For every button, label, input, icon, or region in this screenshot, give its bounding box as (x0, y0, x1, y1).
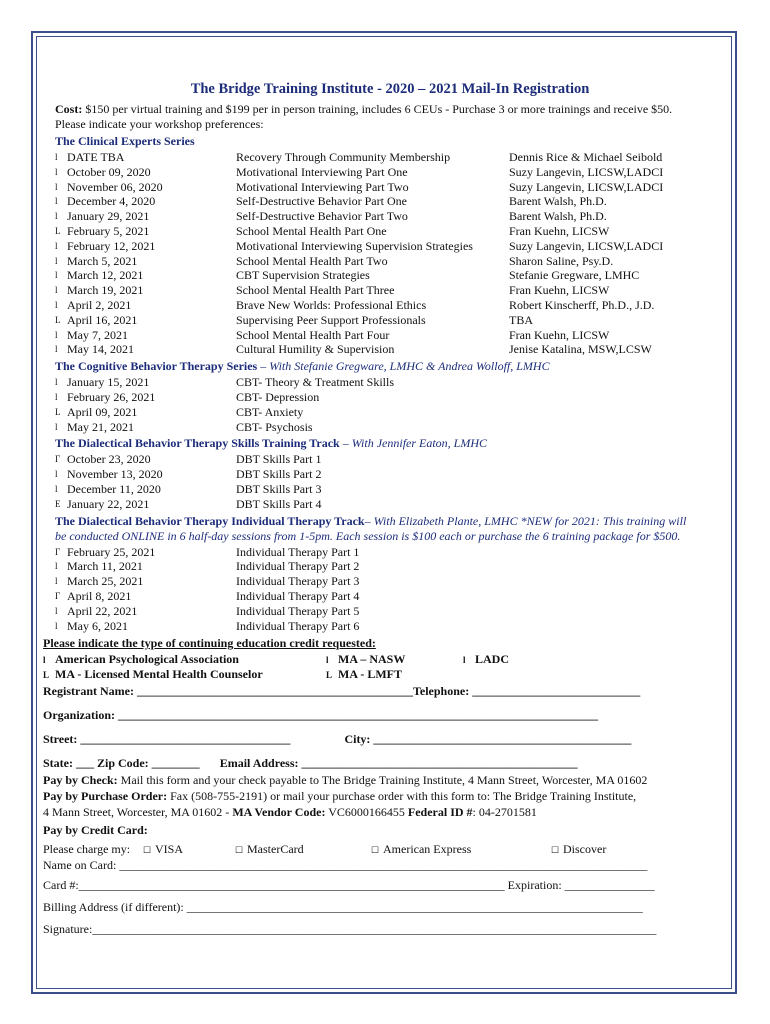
workshop-row (55, 497, 697, 512)
organization-field[interactable]: Organization: ________________________________________________________________________________ (43, 708, 598, 723)
workshop-topic: Recovery Through Community Membership (236, 150, 451, 164)
checkbox-icon[interactable]: l (55, 166, 58, 177)
credit-lmft-label: MA - LMFT (338, 667, 402, 682)
street-city-line (43, 732, 697, 754)
cbt-heading (55, 359, 697, 374)
checkbox-icon[interactable]: ☐ (551, 845, 560, 856)
workshop-row (55, 589, 697, 604)
workshop-topic: School Mental Health Part Four (236, 327, 390, 342)
checkbox-icon[interactable]: l (55, 329, 58, 340)
registration-form (43, 80, 697, 944)
checkbox-icon[interactable]: ☐ (371, 845, 380, 856)
checkbox-icon[interactable]: l (55, 270, 58, 281)
credit-nasw-label: MA – NASW (338, 652, 406, 667)
workshop-presenter: Suzy Langevin, LICSW,LADCI (509, 238, 664, 253)
workshop-presenter: Fran Kuehn, LICSW (509, 223, 610, 238)
credit-apa-label: American Psychological Association (55, 652, 239, 667)
workshop-presenter: Sharon Saline, Psy.D. (509, 253, 614, 268)
workshop-topic: Individual Therapy Part 3 (236, 574, 360, 589)
vendor-code: VC6000166455 (325, 805, 408, 820)
cost-label: Cost: (55, 102, 83, 116)
workshop-presenter: Barent Walsh, Ph.D. (509, 194, 607, 209)
state-zip-email-line (43, 756, 697, 772)
workshop-row (55, 342, 697, 357)
check-text: Mail this form and your check payable to The Bridge Training Institute, 4 Mann Street, Worcester, MA 01602 (117, 773, 648, 788)
credit-lmft-option[interactable] (326, 667, 463, 682)
credit-apa-option[interactable] (43, 652, 326, 667)
visa-label: VISA (155, 842, 184, 857)
workshop-topic: Individual Therapy Part 1 (236, 544, 360, 559)
workshop-topic: CBT Supervision Strategies (236, 268, 370, 283)
checkbox-icon[interactable]: l (55, 483, 58, 494)
workshop-date: April 09, 2021 (67, 404, 138, 419)
workshop-row (55, 194, 697, 209)
workshop-presenter: Suzy Langevin, LICSW,LADCI (509, 164, 664, 179)
workshop-row (55, 420, 697, 435)
checkbox-icon[interactable]: L (55, 314, 61, 325)
workshop-topic: Motivational Interviewing Supervision Strategies (236, 238, 473, 253)
workshop-presenter: Suzy Langevin, LICSW,LADCI (509, 179, 664, 194)
workshop-row (55, 482, 697, 497)
checkbox-icon[interactable]: L (43, 670, 50, 681)
checkbox-icon[interactable]: l (55, 576, 58, 587)
workshop-topic: DBT Skills Part 3 (236, 481, 322, 496)
workshop-date: April 8, 2021 (67, 588, 132, 603)
workshop-row (55, 452, 697, 467)
workshop-date: March 11, 2021 (67, 559, 143, 574)
workshop-date: February 26, 2021 (67, 389, 156, 404)
checkbox-icon[interactable]: Γ (55, 590, 61, 601)
vendor-label: MA Vendor Code: (232, 805, 326, 820)
workshop-date: March 25, 2021 (67, 574, 144, 589)
mastercard-label: MasterCard (247, 842, 304, 857)
credit-heading: Please indicate the type of continuing education credit requested: (43, 636, 376, 651)
zip-field[interactable]: Zip Code: ________ (97, 756, 200, 771)
checkbox-icon[interactable]: l (55, 240, 58, 251)
registrant-field[interactable]: Registrant Name: ______________________________________________ (43, 684, 413, 699)
checkbox-icon[interactable]: l (55, 561, 58, 572)
check-label: Pay by Check: (43, 773, 118, 788)
workshop-row (55, 150, 697, 165)
clinical-list (43, 150, 697, 357)
state-field[interactable]: State: ___ (43, 756, 94, 771)
pay-by-check (43, 772, 697, 788)
workshop-row (55, 604, 697, 619)
dbt-skills-instructors: – With Jennifer Eaton, LMHC (339, 436, 488, 451)
workshop-topic: Cultural Humility & Supervision (236, 342, 395, 357)
pay-po-address (43, 804, 697, 820)
checkbox-icon[interactable]: l (55, 391, 58, 402)
charge-label: Please charge my: (43, 842, 131, 857)
fed-id-label: Federal ID # (407, 805, 473, 820)
po-label: Pay by Purchase Order: (43, 789, 168, 804)
pay-by-po (43, 788, 697, 804)
amex-option[interactable] (371, 842, 551, 858)
workshop-date: October 23, 2020 (67, 452, 151, 467)
workshop-row (55, 165, 697, 180)
workshop-topic: CBT- Psychosis (236, 419, 313, 434)
workshop-topic: Motivational Interviewing Part One (236, 164, 408, 179)
checkbox-icon[interactable]: E (55, 498, 61, 509)
credit-nasw-option[interactable] (326, 652, 463, 667)
checkbox-icon[interactable]: l (43, 655, 46, 666)
dbt-skills-heading (55, 436, 697, 451)
workshop-row (55, 619, 697, 634)
workshop-date: May 14, 2021 (67, 342, 134, 357)
workshop-date: April 22, 2021 (67, 603, 138, 618)
card-number-field[interactable]: Card #:_______________________________________________________________________ Expiration: _______________ (43, 878, 655, 893)
workshop-date: January 15, 2021 (67, 375, 150, 390)
workshop-date: April 16, 2021 (67, 312, 138, 327)
billing-address-field[interactable]: Billing Address (if different): ____________________________________________________________________________ (43, 900, 643, 915)
workshop-date: May 7, 2021 (67, 327, 128, 342)
checkbox-icon[interactable]: Γ (55, 546, 61, 557)
checkbox-icon[interactable]: l (55, 620, 58, 631)
workshop-date: November 06, 2020 (67, 179, 163, 194)
workshop-row (55, 545, 697, 560)
workshop-row (55, 254, 697, 269)
pay-by-card (43, 822, 697, 838)
workshop-topic: Individual Therapy Part 6 (236, 618, 360, 633)
workshop-presenter: Stefanie Gregware, LMHC (509, 268, 640, 283)
workshop-date: January 22, 2021 (67, 496, 150, 511)
street-field[interactable]: Street: ___________________________________ (43, 732, 291, 747)
workshop-topic: School Mental Health Part Three (236, 283, 395, 298)
email-field[interactable]: Email Address: ______________________________________________ (219, 756, 578, 771)
credit-ladc-option[interactable] (463, 652, 509, 667)
checkbox-icon[interactable]: l (55, 421, 58, 432)
dbt-skills-title: The Dialectical Behavior Therapy Skills Training Track (55, 436, 340, 451)
dbt-individual-instructors: – With Elizabeth Plante, LMHC *NEW for 2021: This training will be conducted ONLINE in 6 half-day sessions from 1-5pm. Each session is $100 each or purchase the 6 training package for $500. (55, 513, 687, 543)
credit-ladc-label: LADC (475, 652, 510, 667)
telephone-field[interactable]: Telephone: ____________________________ (412, 684, 641, 699)
workshop-presenter: Barent Walsh, Ph.D. (509, 209, 607, 224)
checkbox-icon[interactable]: L (55, 225, 61, 236)
workshop-row (55, 313, 697, 328)
checkbox-icon[interactable]: ☐ (235, 845, 244, 856)
workshop-date: March 5, 2021 (67, 253, 138, 268)
mastercard-option[interactable] (235, 842, 371, 858)
credit-row-2 (43, 667, 697, 682)
workshop-topic: School Mental Health Part One (236, 223, 387, 238)
discover-option[interactable] (551, 842, 606, 858)
workshop-topic: Brave New Worlds: Professional Ethics (236, 297, 427, 312)
workshop-date: February 25, 2021 (67, 544, 156, 559)
workshop-row (55, 283, 697, 298)
checkbox-icon[interactable]: l (326, 655, 329, 666)
workshop-presenter: Jenise Katalina, MSW,LCSW (509, 342, 652, 357)
workshop-topic: DBT Skills Part 4 (236, 496, 322, 511)
workshop-row (55, 559, 697, 574)
cost-paragraph (55, 102, 697, 131)
workshop-row (55, 574, 697, 589)
workshop-row (55, 328, 697, 343)
credit-lmhc-option[interactable] (43, 667, 326, 682)
registrant-line (43, 684, 697, 706)
workshop-topic: Supervising Peer Support Professionals (236, 312, 426, 327)
dbt-individual-title: The Dialectical Behavior Therapy Individual Therapy Track (55, 513, 365, 528)
checkbox-icon[interactable]: l (55, 211, 58, 222)
workshop-row (55, 467, 697, 482)
workshop-date: DATE TBA (67, 150, 125, 164)
cc-label: Pay by Credit Card: (43, 823, 148, 838)
workshop-date: January 29, 2021 (67, 209, 150, 224)
workshop-row (55, 268, 697, 283)
form-title: The Bridge Training Institute - 2020 – 2021 Mail-In Registration (190, 81, 590, 97)
clinical-heading: The Clinical Experts Series (55, 134, 195, 148)
checkbox-icon[interactable]: ☐ (143, 845, 152, 856)
dbt-individual-heading (55, 514, 697, 544)
name-on-card-field[interactable]: Name on Card: ________________________________________________________________________________________ (43, 858, 648, 873)
po-address: 4 Mann Street, Worcester, MA 01602 - (43, 805, 233, 820)
card-type-row (43, 842, 697, 858)
checkbox-icon[interactable]: l (55, 377, 58, 388)
workshop-presenter: Fran Kuehn, LICSW (509, 283, 610, 298)
workshop-date: December 11, 2020 (67, 481, 161, 496)
workshop-row (55, 209, 697, 224)
workshop-presenter: Dennis Rice & Michael Seibold (509, 150, 663, 164)
checkbox-icon[interactable]: l (55, 255, 58, 266)
workshop-topic: CBT- Depression (236, 389, 320, 404)
workshop-row (55, 405, 697, 420)
workshop-topic: Individual Therapy Part 4 (236, 588, 360, 603)
workshop-topic: Motivational Interviewing Part Two (236, 179, 409, 194)
checkbox-icon[interactable]: l (55, 469, 58, 480)
fed-id: : 04-2701581 (472, 805, 537, 820)
workshop-date: March 12, 2021 (67, 268, 144, 283)
workshop-date: November 13, 2020 (67, 467, 163, 482)
workshop-topic: Self-Destructive Behavior Part Two (236, 209, 408, 224)
workshop-topic: DBT Skills Part 2 (236, 467, 322, 482)
cbt-instructors: – With Stefanie Gregware, LMHC & Andrea Wolloff, LMHC (257, 359, 550, 374)
workshop-presenter: Robert Kinscherff, Ph.D., J.D. (509, 297, 655, 312)
visa-option[interactable] (143, 842, 235, 858)
workshop-row (55, 224, 697, 239)
workshop-topic: School Mental Health Part Two (236, 253, 388, 268)
credit-lmhc-label: MA - Licensed Mental Health Counselor (55, 667, 263, 682)
workshop-presenter: TBA (509, 312, 533, 327)
workshop-row (55, 390, 697, 405)
workshop-topic: Self-Destructive Behavior Part One (236, 194, 407, 209)
workshop-topic: Individual Therapy Part 2 (236, 559, 360, 574)
workshop-date: March 19, 2021 (67, 283, 144, 298)
workshop-date: May 6, 2021 (67, 618, 128, 633)
workshop-date: April 2, 2021 (67, 297, 132, 312)
workshop-topic: DBT Skills Part 1 (236, 452, 322, 467)
workshop-row (55, 239, 697, 254)
workshop-date: December 4, 2020 (67, 194, 156, 209)
workshop-topic: Individual Therapy Part 5 (236, 603, 360, 618)
workshop-row (55, 180, 697, 195)
credit-row-1 (43, 652, 697, 667)
city-field[interactable]: City: ___________________________________________ (344, 732, 632, 747)
checkbox-icon[interactable]: L (326, 670, 333, 681)
dbt-individual-list (43, 545, 697, 634)
cbt-title: The Cognitive Behavior Therapy Series (55, 359, 258, 374)
workshop-presenter: Fran Kuehn, LICSW (509, 327, 610, 342)
checkbox-icon[interactable]: l (463, 655, 466, 666)
checkbox-icon[interactable]: l (55, 299, 58, 310)
cbt-list (43, 375, 697, 434)
checkbox-icon[interactable]: l (55, 285, 58, 296)
workshop-topic: CBT- Theory & Treatment Skills (236, 375, 395, 390)
po-text: Fax (508-755-2191) or mail your purchase order with this form to: The Bridge Training Institute, (167, 789, 637, 804)
workshop-topic: CBT- Anxiety (236, 404, 304, 419)
checkbox-icon[interactable]: l (55, 181, 58, 192)
workshop-date: May 21, 2021 (67, 419, 134, 434)
amex-label: American Express (383, 842, 472, 857)
checkbox-icon[interactable]: L (55, 406, 61, 417)
workshop-date: February 12, 2021 (67, 238, 156, 253)
checkbox-icon[interactable]: l (55, 344, 58, 355)
workshop-row (55, 298, 697, 313)
workshop-date: February 5, 2021 (67, 223, 150, 238)
cost-text: $150 per virtual training and $199 per in person training, includes 6 CEUs - Purchase 3 or more trainings and receive $50. Please indicate your workshop preferences: (55, 102, 673, 131)
discover-label: Discover (563, 842, 607, 857)
checkbox-icon[interactable]: l (55, 605, 58, 616)
workshop-date: October 09, 2020 (67, 164, 151, 179)
checkbox-icon[interactable]: l (55, 196, 58, 207)
checkbox-icon[interactable]: l (55, 152, 58, 162)
dbt-skills-list (43, 452, 697, 511)
signature-field[interactable]: Signature:______________________________________________________________________________________________ (43, 922, 657, 937)
workshop-row (55, 375, 697, 390)
checkbox-icon[interactable]: Γ (55, 454, 61, 465)
